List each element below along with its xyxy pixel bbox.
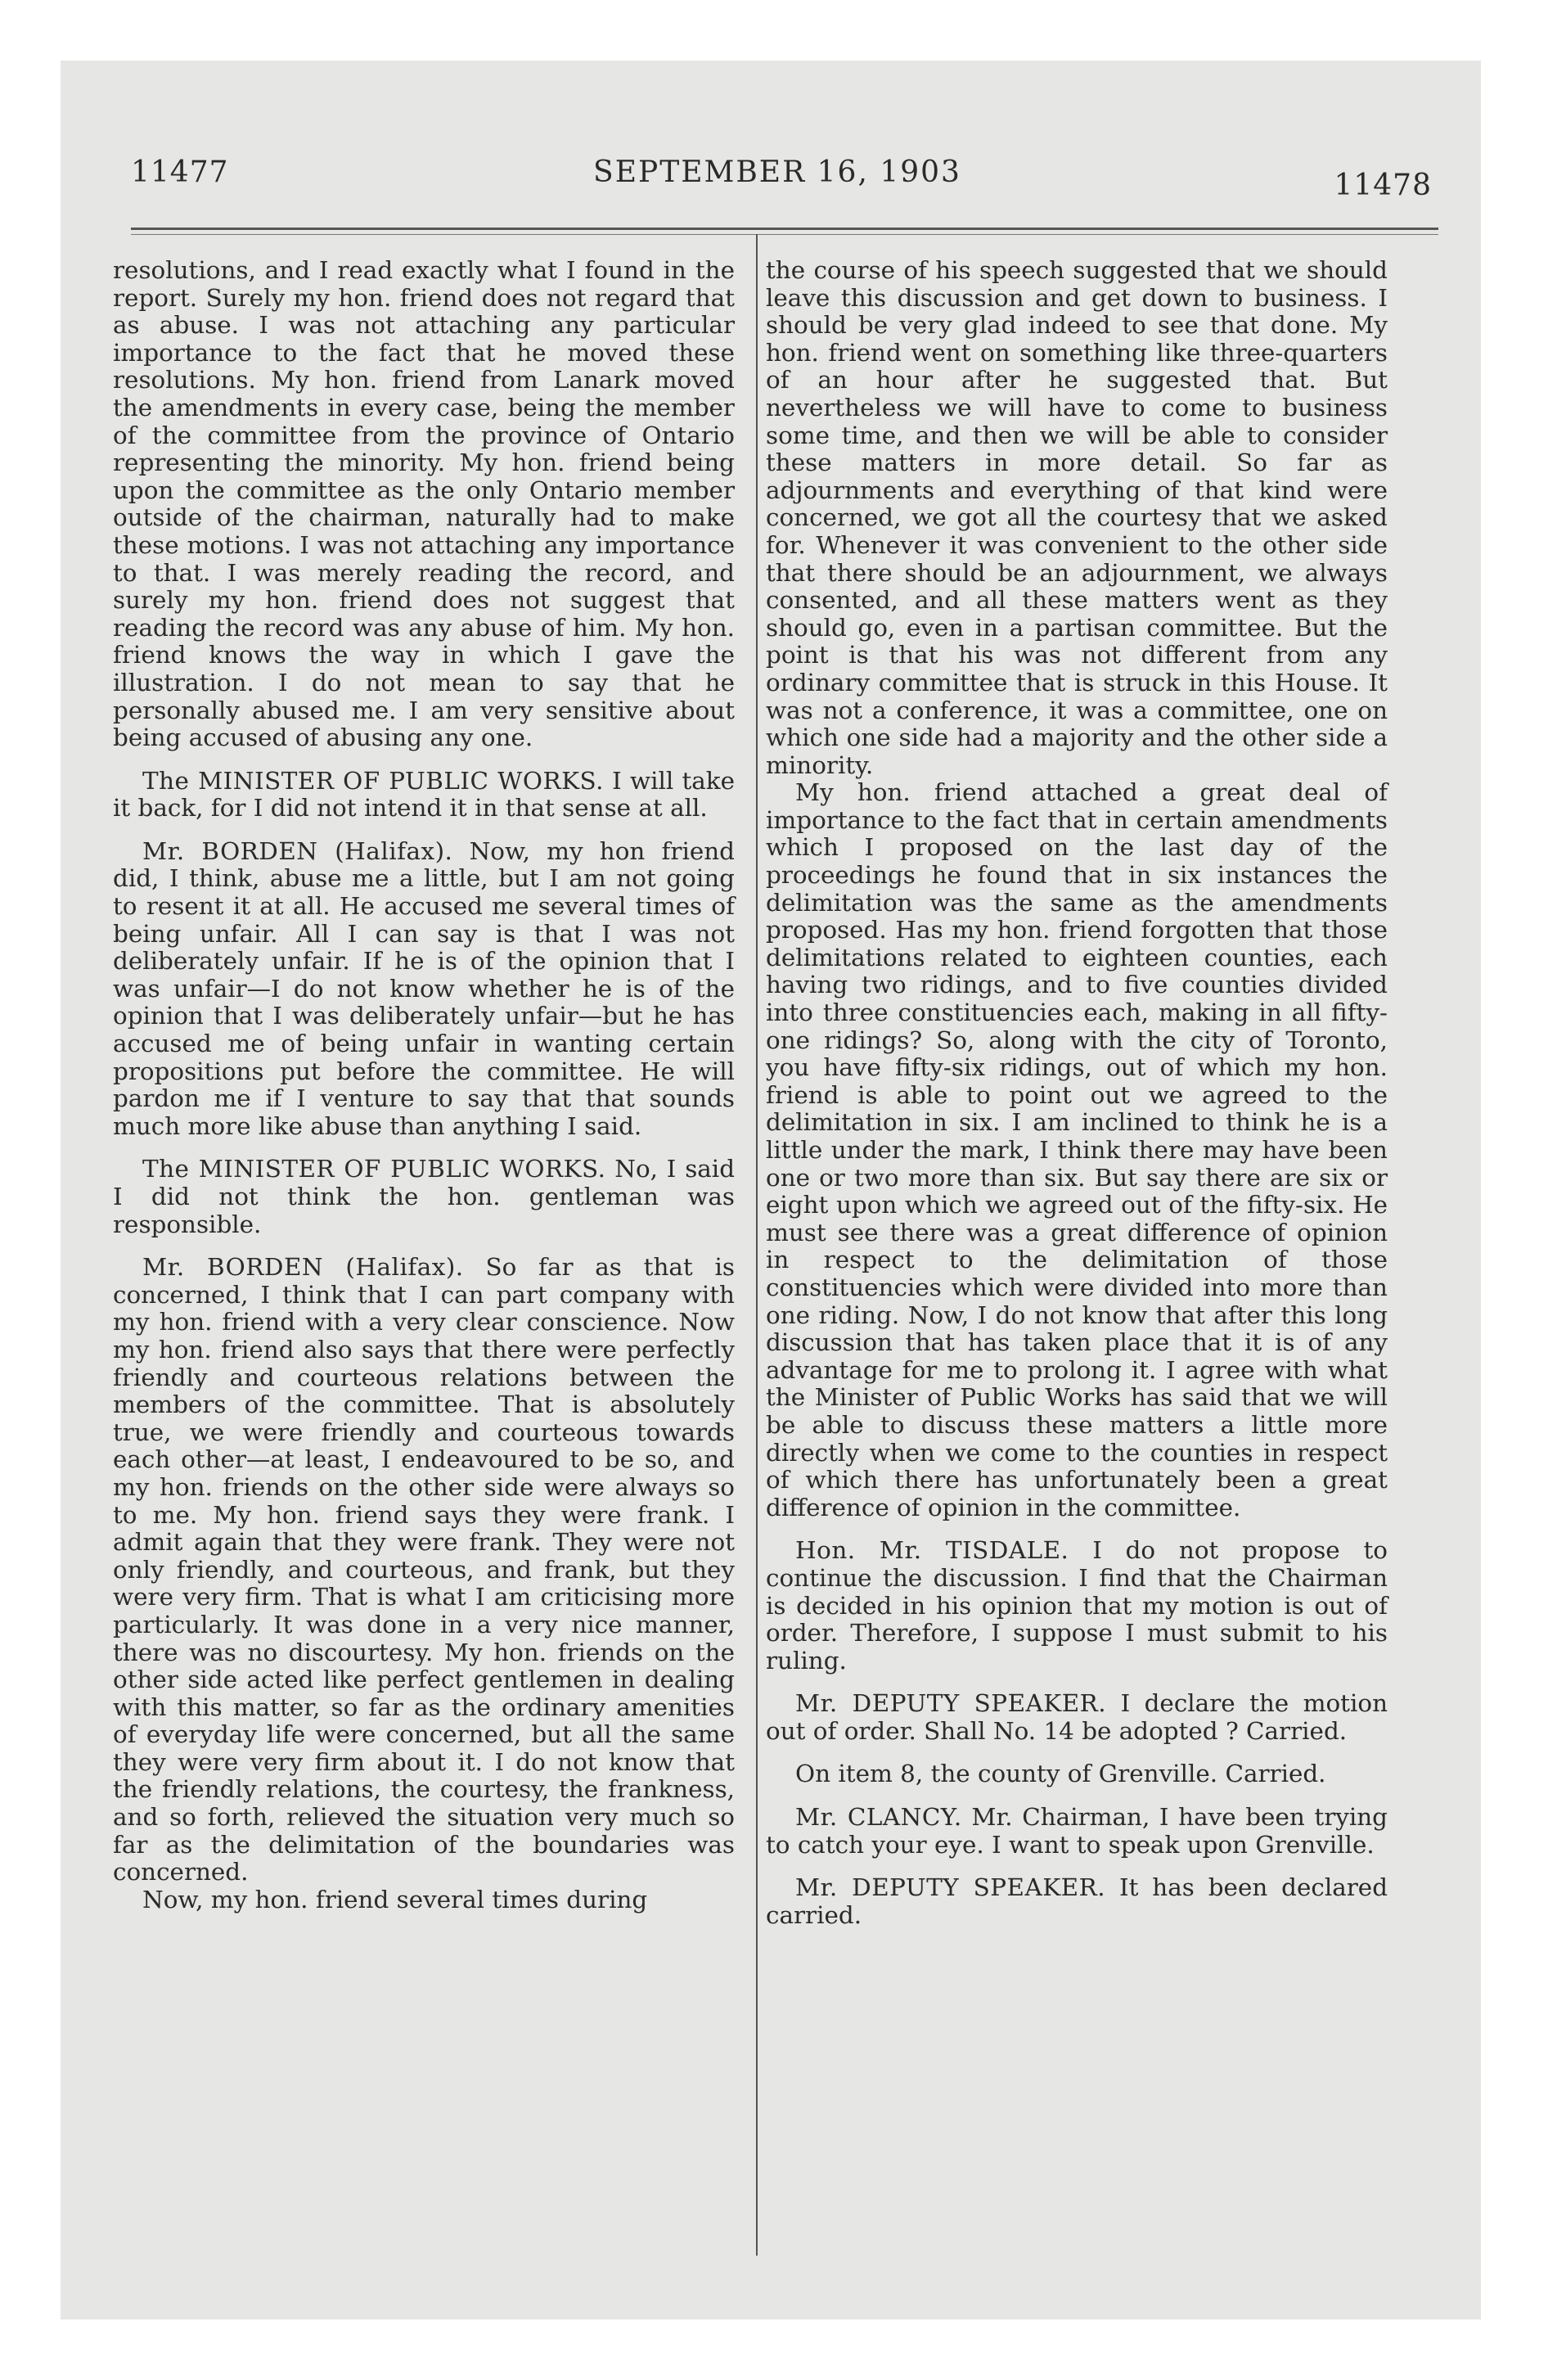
paragraph-text: It has been declared carried. — [766, 1873, 1388, 1929]
scanned-page — [61, 61, 1481, 2319]
paragraph — [113, 838, 735, 1141]
left-page-number: 11477 — [131, 156, 229, 189]
speaker-name: Mr. CLANCY. — [795, 1803, 962, 1832]
right-column — [766, 257, 1388, 1945]
left-column — [113, 257, 735, 1929]
speaker-name: Mr. DEPUTY SPEAKER. — [795, 1873, 1106, 1902]
paragraph-text: I will take it back, for I did not intend it in that sense at all. — [113, 766, 736, 823]
paragraph — [113, 1156, 735, 1238]
paragraph-text: I do not propose to continue the discussion. I find that the Chairman is decided in his opinion that my motion is out of order. Therefore, I suppose I must submit to his ruling. — [766, 1536, 1388, 1675]
paragraph-text: On item 8, the county of Grenville. Carried. — [795, 1760, 1326, 1788]
paragraph-text: Mr. Chairman, I have been trying to catch your eye. I want to speak upon Grenville. — [766, 1803, 1388, 1859]
paragraph — [766, 1537, 1388, 1675]
paragraph — [113, 768, 735, 823]
paragraph — [766, 257, 1388, 779]
paragraph — [766, 1760, 1388, 1788]
paragraph — [766, 1690, 1388, 1745]
paragraph — [113, 257, 735, 752]
speaker-name: The MINISTER OF PUBLIC WORKS. — [142, 766, 604, 795]
paragraph — [113, 1254, 735, 1886]
paragraph — [113, 1886, 735, 1914]
paragraph — [766, 1874, 1388, 1929]
column-divider — [756, 234, 758, 2256]
header-rule-thin — [131, 234, 1438, 235]
speaker-name: Mr. BORDEN (Halifax). — [142, 1253, 464, 1282]
speaker-name: Hon. Mr. TISDALE. — [795, 1536, 1069, 1565]
speaker-name: Mr. DEPUTY SPEAKER. — [795, 1689, 1107, 1718]
page-date: SEPTEMBER 16, 1903 — [593, 156, 961, 189]
page-header — [118, 151, 1437, 216]
paragraph-text: Now, my hon friend did, I think, abuse me a little, but I am not going to resent it at all. He accused me several times of being unfair. All I can say is that I was not deliberately unfair. If he is of the opinion that I was unfair—I do not know whether he is of the opinion that I was deliberately unfair—but he has accused me of being unfair in wanting certain propositions put before the committee. He will pardon me if I venture to say that that sounds much more like abuse than anything I said. — [113, 836, 735, 1140]
paragraph — [766, 779, 1388, 1521]
paragraph-text: Now, my hon. friend several times during — [142, 1885, 648, 1913]
header-rule — [131, 228, 1438, 230]
right-page-number: 11478 — [1334, 169, 1432, 202]
paragraph-text: the course of his speech suggested that we should leave this discussion and get down to business. I should be very glad indeed to see that done. My hon. friend went on something like three-quarters of an hour after he suggested that. But nevertheless we will have to come to business some time, and then we will be able to consider these matters in more detail. So far as adjournments and everything of that kind were concerned, we got all the courtesy that we asked for. Whenever it was convenient to the other side that there should be an adjournment, we always consented, and all these matters went as they should go, even in a partisan committee. But the point is that his was not different from any ordinary committee that is struck in this House. It was not a conference, it was a committee, one on which one side had a majority and the other side a minority. — [766, 256, 1388, 779]
paragraph-text: My hon. friend attached a great deal of importance to the fact that in certain amendments which I proposed on the last day of the proceedings he found that in six instances the delimitation was the same as the amendments proposed. Has my hon. friend forgotten that those delimitations related to eighteen counties, each having two ridings, and to five counties divided into three constituencies each, making in all fifty-one ridings? So, along with the city of Toronto, you have fifty-six ridings, out of which my hon. friend is able to point out we agreed to the delimitation in six. I am inclined to think he is a little under the mark, I think there may have been one or two more than six. But say there are six or eight upon which we agreed out of the fifty-six. He must see there was a great difference of opinion in respect to the delimitation of those constituencies which were divided into more than one riding. Now, I do not know that after this long discussion that has taken place that it is of any advantage for me to prolong it. I agree with what the Minister of Public Works has said that we will be able to discuss these matters a little more directly when we come to the counties in respect of which there has unfortunately been a great difference of opinion in the committee. — [766, 778, 1388, 1521]
paragraph-text: So far as that is concerned, I think that I can part company with my hon. friend with a very clear conscience. Now my hon. friend also says that there were perfectly friendly and courteous relations between the members of the committee. That is absolutely true, we were friendly and courteous towards each other—at least, I endeavoured to be so, and my hon. friends on the other side were always so to me. My hon. friend says they were frank. I admit again that they were frank. They were not only friendly, and courteous, and frank, but they were very firm. That is what I am criticising more particularly. It was done in a very nice manner, there was no discourtesy. My hon. friends on the other side acted like perfect gentlemen in dealing with this matter, so far as the ordinary amenities of everyday life were concerned, but all the same they were very firm about it. I do not know that the friendly relations, the courtesy, the frankness, and so forth, relieved the situation very much so far as the delimitation of the boundaries was concerned. — [113, 1253, 736, 1886]
paragraph — [766, 1804, 1388, 1859]
speaker-name: The MINISTER OF PUBLIC WORKS. — [142, 1155, 606, 1183]
paragraph-text: No, I said I did not think the hon. gentleman was responsible. — [113, 1155, 736, 1238]
paragraph-text: I declare the motion out of order. Shall No. 14 be adopted ? Carried. — [766, 1689, 1388, 1745]
paragraph-text: resolutions, and I read exactly what I found in the report. Surely my hon. friend does not regard that as abuse. I was not attaching any particular importance to the fact that he moved these resolutions. My hon. friend from Lanark moved the amendments in every case, being the member of the committee from the province of Ontario representing the minority. My hon. friend being upon the committee as the only Ontario member outside of the chairman, naturally had to make these motions. I was not attaching any importance to that. I was merely reading the record, and surely my hon. friend does not suggest that reading the record was any abuse of him. My hon. friend knows the way in which I gave the illustration. I do not mean to say that he personally abused me. I am very sensitive about being accused of abusing any one. — [113, 256, 735, 752]
speaker-name: Mr. BORDEN (Halifax). — [142, 836, 453, 865]
